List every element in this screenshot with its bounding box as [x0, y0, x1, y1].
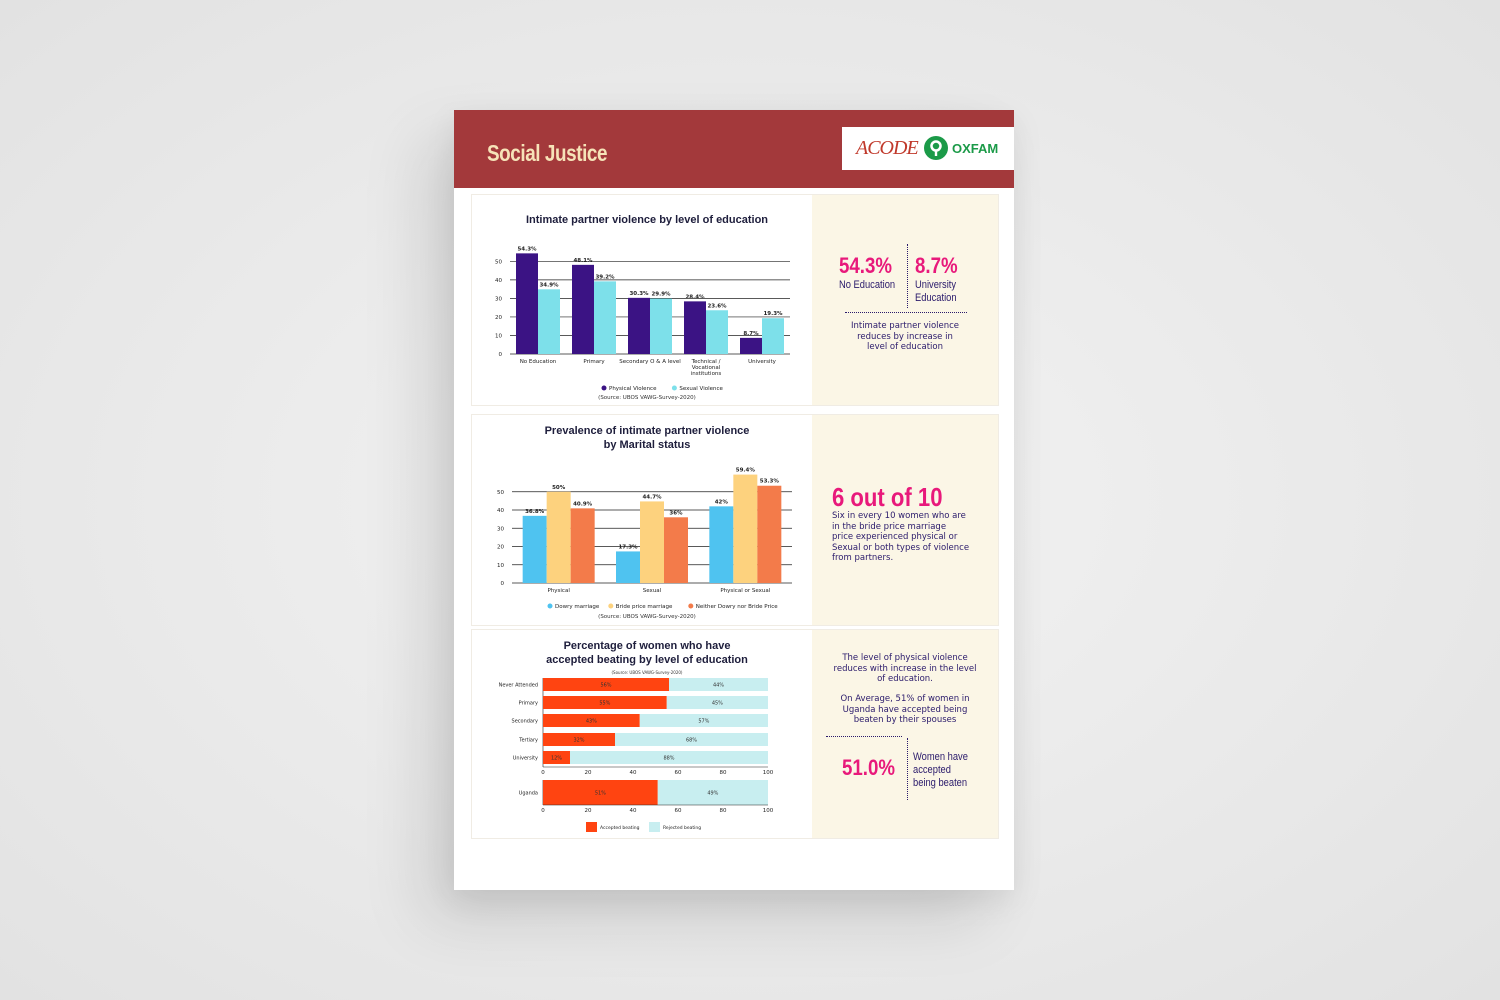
bar — [740, 338, 762, 354]
note-line: The level of physical violence — [842, 653, 968, 663]
accepted-beating-chart — [472, 630, 812, 838]
stat-university-label-2: Education — [915, 292, 957, 304]
data-label: 51% — [594, 790, 606, 797]
stat-label-line: being beaten — [913, 777, 968, 789]
insight-note — [832, 511, 992, 564]
note-line: level of education — [867, 342, 943, 352]
x-tick-label: 100 — [762, 808, 774, 814]
data-label: 44% — [712, 682, 725, 689]
data-label: 45% — [711, 700, 723, 707]
data-label: 30.3% — [629, 290, 649, 297]
bar — [571, 508, 595, 583]
x-tick-label: 40 — [629, 808, 637, 814]
bar — [594, 281, 616, 354]
panel-marital-status — [472, 415, 998, 625]
category-label: Primary — [518, 700, 538, 707]
chart-title-line: Percentage of women who have — [563, 640, 731, 652]
data-label: 53.3% — [759, 478, 779, 485]
bar — [684, 301, 706, 354]
data-label: 34.9% — [539, 282, 559, 289]
data-label: 59.4% — [735, 467, 755, 474]
x-tick-label: 80 — [719, 770, 727, 776]
data-label: 36% — [669, 510, 683, 517]
bar — [538, 289, 560, 354]
category-label: University — [748, 359, 776, 365]
chart-title: Intimate partner violence by level of education — [525, 214, 769, 226]
category-label: Secondary — [511, 718, 538, 725]
y-tick-label: 10 — [497, 562, 504, 569]
education-violence-chart — [472, 195, 812, 405]
data-label: 56% — [600, 682, 612, 689]
legend-label: Neither Dowry nor Bride Price — [695, 604, 778, 610]
data-label: 17.3% — [618, 544, 638, 551]
bar — [757, 486, 781, 583]
x-tick-label: 60 — [674, 770, 682, 776]
insight-panel — [812, 630, 998, 838]
oxfam-wordmark: OXFAM — [952, 141, 999, 156]
x-tick-label: 0 — [541, 808, 545, 814]
note-line: Intimate partner violence — [850, 321, 960, 331]
panel-education-violence — [472, 195, 998, 405]
y-tick-label: 40 — [497, 508, 504, 514]
data-label: 28.4% — [685, 294, 705, 301]
legend-marker — [649, 822, 660, 832]
stat-university-value: 8.7% — [915, 253, 958, 278]
data-label: 39.2% — [595, 274, 615, 281]
legend-label: Physical Violence — [609, 386, 657, 392]
acode-logo: ACODE — [856, 137, 918, 159]
data-label: 23.6% — [707, 303, 727, 310]
y-tick-label: 0 — [498, 352, 502, 358]
bar — [706, 310, 728, 354]
partner-logos — [842, 127, 1014, 170]
x-tick-label: 0 — [541, 770, 545, 776]
insight-note-2 — [822, 694, 988, 726]
chart-title-line: by Marital status — [603, 439, 691, 451]
divider — [845, 312, 967, 313]
y-tick-label: 40 — [495, 277, 502, 284]
stat-label-line: Women have — [913, 751, 968, 763]
x-tick-label: 20 — [584, 808, 592, 814]
data-label: 36.8% — [525, 508, 545, 515]
legend-label: Sexual Violence — [679, 386, 723, 392]
category-label: Uganda — [518, 790, 538, 797]
legend-label: Rejected beating — [663, 826, 702, 831]
category-label: institutions — [690, 371, 722, 377]
bar — [516, 253, 538, 354]
x-tick-label: 60 — [674, 808, 682, 814]
legend-marker — [602, 386, 607, 391]
legend-marker — [608, 604, 613, 609]
bar — [628, 298, 650, 354]
data-label: 57% — [698, 718, 710, 725]
y-tick-label: 50 — [495, 259, 502, 266]
category-label: Physical — [547, 588, 570, 594]
legend-label: Bride price marriage — [615, 604, 673, 610]
legend-marker — [586, 822, 597, 832]
stat-label-line: accepted — [913, 764, 951, 776]
bar — [664, 517, 688, 583]
data-label: 43% — [585, 718, 597, 725]
x-tick-label: 100 — [762, 770, 774, 776]
data-label: 42% — [714, 499, 728, 506]
chart-source: (Source: UBOS VAWG-Survey-2020) — [611, 670, 683, 675]
y-tick-label: 30 — [497, 526, 504, 533]
bar — [572, 265, 594, 354]
data-label: 8.7% — [743, 330, 759, 337]
category-label: Sexual — [642, 588, 662, 594]
category-label: No Education — [519, 359, 557, 365]
stat-six-out-of-ten: 6 out of 10 — [832, 482, 943, 512]
y-tick-label: 50 — [497, 489, 504, 496]
bar — [733, 475, 757, 583]
data-label: 48.1% — [573, 257, 593, 264]
data-label: 29.9% — [651, 291, 671, 298]
x-tick-label: 80 — [719, 808, 727, 814]
category-label: University — [512, 755, 538, 762]
bar — [650, 299, 672, 354]
legend-marker — [688, 604, 693, 609]
insight-note-1 — [822, 653, 988, 685]
category-label: Physical or Sexual — [720, 588, 771, 594]
y-tick-label: 10 — [495, 333, 502, 340]
data-label: 50% — [552, 484, 566, 491]
chart-source: (Source: UBOS VAWG-Survey-2020) — [598, 395, 696, 401]
data-label: 12% — [550, 755, 563, 762]
legend-label: Dowry marriage — [555, 604, 600, 610]
y-tick-label: 20 — [495, 314, 502, 321]
note-line: On Average, 51% of women in — [840, 694, 970, 704]
note-line: price experienced physical or — [832, 532, 958, 542]
divider — [826, 736, 902, 737]
chart-title-line: accepted beating by level of education — [546, 654, 748, 666]
chart-title-line: Prevalence of intimate partner violence — [544, 425, 750, 437]
marital-status-chart — [472, 415, 812, 625]
category-label: Primary — [583, 359, 605, 365]
bar — [547, 492, 571, 583]
document-page — [454, 110, 1014, 890]
stat-no-education-value: 54.3% — [839, 253, 893, 278]
y-tick-label: 20 — [497, 544, 504, 551]
stat-no-education-label: No Education — [839, 279, 896, 291]
category-label: Vocational — [691, 365, 721, 371]
stat-accepted-label — [913, 751, 968, 790]
oxfam-icon — [924, 136, 948, 160]
page-title: Social Justice — [487, 140, 608, 166]
divider — [907, 738, 908, 800]
x-tick-label: 40 — [629, 770, 637, 776]
data-label: 32% — [573, 737, 585, 744]
category-label: Technical / — [691, 359, 721, 365]
bar — [762, 318, 784, 354]
note-line: from partners. — [832, 553, 894, 563]
y-tick-label: 30 — [495, 296, 502, 303]
data-label: 19.3% — [763, 311, 783, 318]
note-line: beaten by their spouses — [853, 715, 957, 725]
data-label: 55% — [599, 700, 611, 707]
data-label: 40.9% — [573, 501, 593, 508]
insight-panel — [812, 415, 998, 625]
stat-university-label-1: University — [915, 279, 957, 291]
insight-note — [822, 321, 988, 353]
note-line: in the bride price marriage — [832, 521, 947, 532]
data-label: 88% — [663, 755, 675, 762]
note-line: reduces by increase in — [857, 331, 953, 342]
legend-label: Accepted beating — [600, 826, 640, 831]
note-line: Uganda have accepted being — [842, 704, 968, 715]
x-tick-label: 20 — [584, 770, 592, 776]
note-line: Sexual or both types of violence — [832, 542, 970, 553]
panel-accepted-beating — [472, 630, 998, 838]
note-line: Six in every 10 women who are — [832, 511, 966, 521]
stat-accepted-value: 51.0% — [842, 755, 896, 780]
insight-panel — [812, 195, 998, 405]
legend-marker — [548, 604, 553, 609]
category-label: Secondary O & A level — [619, 359, 681, 365]
bar — [709, 506, 733, 583]
y-tick-label: 0 — [500, 581, 504, 587]
category-label: Tertiary — [519, 737, 538, 744]
legend-marker — [672, 386, 677, 391]
page-header — [454, 110, 1014, 188]
bar — [616, 551, 640, 583]
note-line: reduces with increase in the level — [833, 663, 977, 674]
category-label: Never Attended — [498, 682, 538, 689]
data-label: 49% — [707, 790, 719, 797]
data-label: 54.3% — [517, 246, 537, 253]
data-label: 68% — [685, 737, 698, 744]
bar — [523, 516, 547, 583]
note-line: of education. — [877, 674, 933, 684]
divider — [907, 244, 908, 308]
data-label: 44.7% — [642, 494, 662, 501]
chart-source: (Source: UBOS VAWG-Survey-2020) — [598, 614, 696, 620]
bar — [640, 501, 664, 583]
